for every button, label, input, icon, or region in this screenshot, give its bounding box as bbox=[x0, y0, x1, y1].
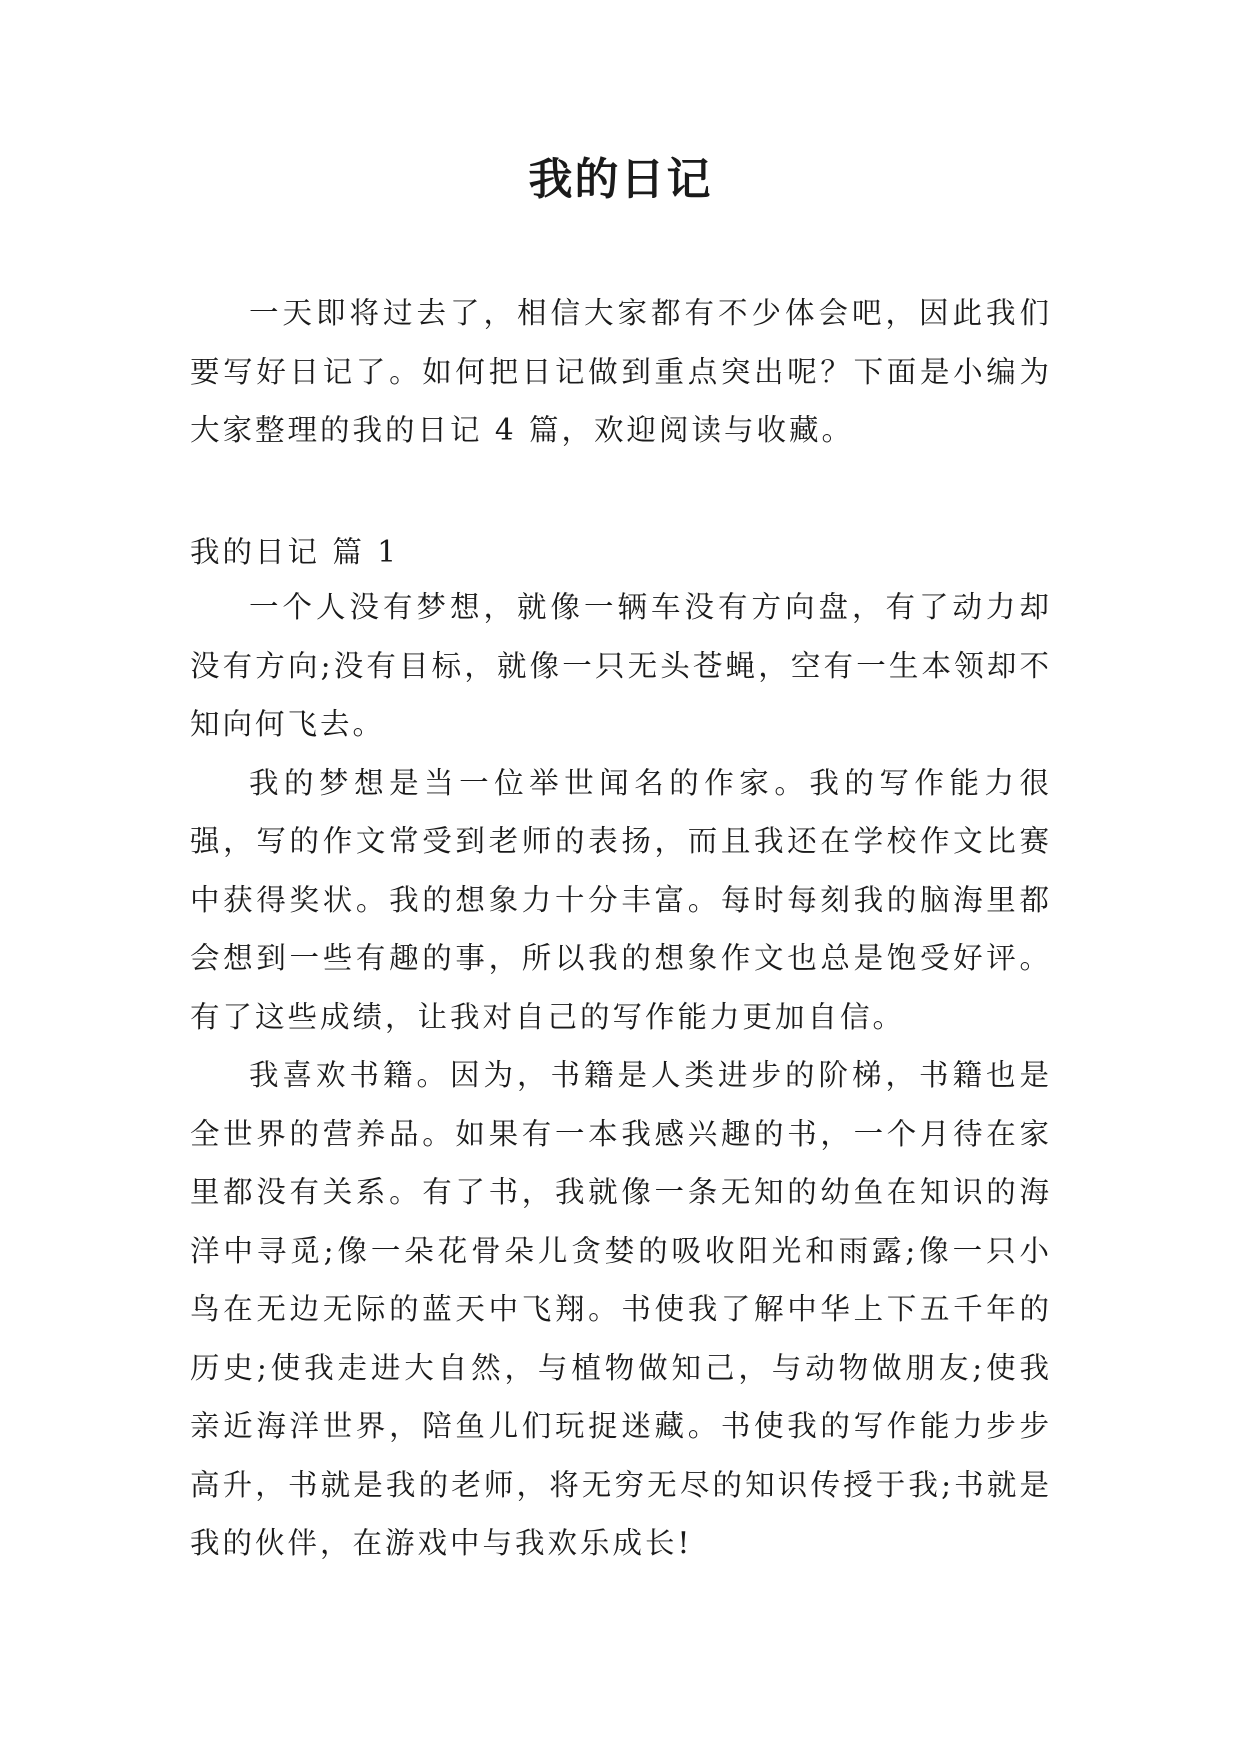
diary-paragraph-3: 我喜欢书籍。因为，书籍是人类进步的阶梯，书籍也是全世界的营养品。如果有一本我感兴趣的书，一个月待在家里都没有关系。有了书，我就像一条无知的幼鱼在知识的海洋中寻觅;像一朵花骨朵儿贪婪的吸收阳光和雨露;像一只小鸟在无边无际的蓝天中飞翔。书使我了解中华上下五千年的历史;使我走进大自然，与植物做知己，与动物做朋友;使我亲近海洋世界，陪鱼儿们玩捉迷藏。书使我的写作能力步步高升，书就是我的老师，将无穷无尽的知识传授于我;书就是我的伙伴，在游戏中与我欢乐成长! bbox=[190, 1058, 1052, 1560]
intro-paragraph: 一天即将过去了，相信大家都有不少体会吧，因此我们要写好日记了。如何把日记做到重点突出呢？下面是小编为大家整理的我的日记 4 篇，欢迎阅读与收藏。 bbox=[190, 296, 1052, 447]
intro-section bbox=[190, 284, 1052, 460]
document-title: 我的日记 bbox=[528, 154, 713, 205]
diary-entry-body bbox=[190, 578, 1052, 1573]
diary-paragraph-2: 我的梦想是当一位举世闻名的作家。我的写作能力很强，写的作文常受到老师的表扬，而且我还在学校作文比赛中获得奖状。我的想象力十分丰富。每时每刻我的脑海里都会想到一些有趣的事，所以我的想象作文也总是饱受好评。有了这些成绩，让我对自己的写作能力更加自信。 bbox=[190, 765, 1052, 1034]
diary-paragraph-1: 一个人没有梦想，就像一辆车没有方向盘，有了动力却没有方向;没有目标，就像一只无头苍蝇，空有一生本领却不知向何飞去。 bbox=[190, 590, 1052, 741]
section-heading: 我的日记 篇 1 bbox=[190, 535, 400, 569]
